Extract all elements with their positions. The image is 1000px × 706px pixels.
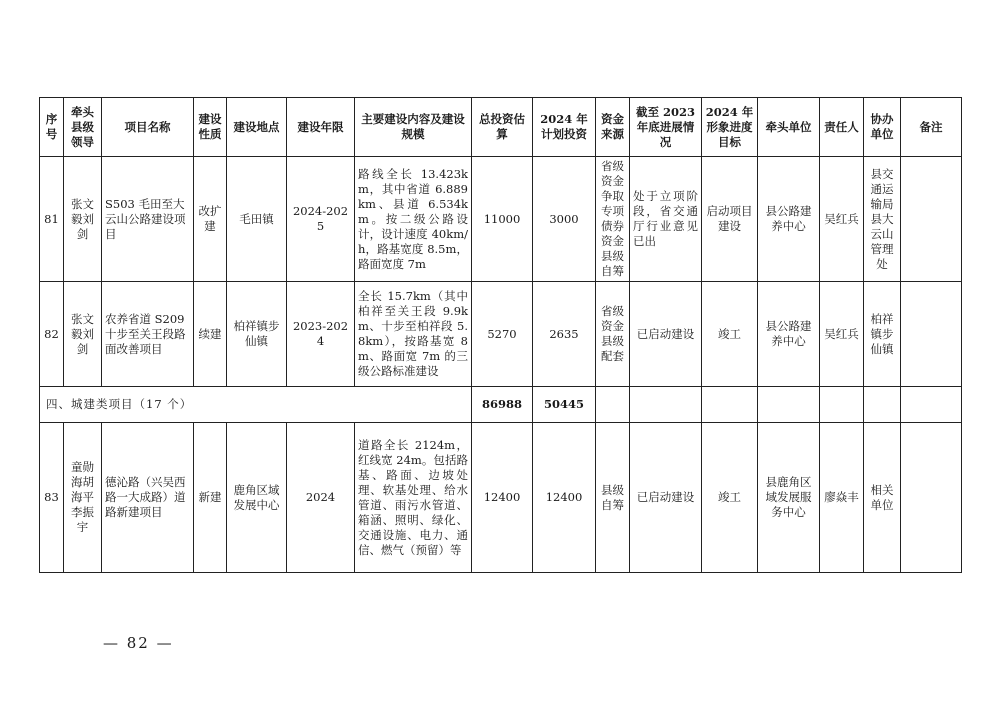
cell-content: 全长 15.7km（其中柏祥至关王段 9.9km、十步至柏祥段 5.8km），按路基宽 8m、路面宽 7m 的三级公路标准建设 [355, 282, 472, 387]
header-row [40, 98, 962, 157]
cell-fund: 县级自筹 [596, 423, 630, 573]
cell-leader: 童勋海胡海平李振宇 [64, 423, 102, 573]
cell-plan: 2635 [533, 282, 596, 387]
header-leader: 牵头县级领导 [64, 98, 102, 157]
cell-content: 路线全长 13.423km，其中省道 6.889km、县道 6.534km。按二级公路设计，设计速度 40km/h，路基宽度 8.5m，路面宽度 7m [355, 157, 472, 282]
cell-period: 2023-2024 [287, 282, 355, 387]
cell-progress: 已启动建设 [630, 282, 702, 387]
cell-location: 柏祥镇步仙镇 [227, 282, 287, 387]
cell-remark [901, 157, 962, 282]
cell-seq: 82 [40, 282, 64, 387]
cell-lead-unit: 县公路建养中心 [758, 282, 820, 387]
table-row [40, 282, 962, 387]
cell-target: 启动项目建设 [702, 157, 758, 282]
cell-person: 廖焱丰 [820, 423, 864, 573]
header-name: 项目名称 [102, 98, 194, 157]
section-title: 四、城建类项目（17 个） [40, 387, 472, 423]
cell-leader: 张文毅刘 剑 [64, 282, 102, 387]
cell-progress: 已启动建设 [630, 423, 702, 573]
cell-person: 吴红兵 [820, 282, 864, 387]
header-nature: 建设性质 [194, 98, 227, 157]
cell-name: S503 毛田至大云山公路建设项目 [102, 157, 194, 282]
header-assist: 协办单位 [864, 98, 901, 157]
cell-lead-unit: 县公路建养中心 [758, 157, 820, 282]
project-table [39, 97, 962, 573]
header-seq: 序号 [40, 98, 64, 157]
cell-assist: 相关单位 [864, 423, 901, 573]
header-plan: 2024 年计划投资 [533, 98, 596, 157]
cell-progress: 处于立项阶段，省交通厅行业意见已出 [630, 157, 702, 282]
cell-seq: 81 [40, 157, 64, 282]
section-plan: 50445 [533, 387, 596, 423]
cell-total: 11000 [472, 157, 533, 282]
cell-assist: 柏祥镇步仙镇 [864, 282, 901, 387]
cell-nature: 改扩建 [194, 157, 227, 282]
cell-total: 5270 [472, 282, 533, 387]
section-row [40, 387, 962, 423]
cell-leader: 张文毅刘 剑 [64, 157, 102, 282]
header-target: 2024 年形象进度目标 [702, 98, 758, 157]
page-number: — 82 — [103, 634, 174, 652]
table-row [40, 157, 962, 282]
header-person: 责任人 [820, 98, 864, 157]
cell-fund: 省级资金县级配套 [596, 282, 630, 387]
header-location: 建设地点 [227, 98, 287, 157]
cell-name: 德沁路（兴吴西路一大成路）道路新建项目 [102, 423, 194, 573]
cell-remark [901, 282, 962, 387]
cell-assist: 县交通运输局县大云山管理处 [864, 157, 901, 282]
section-total: 86988 [472, 387, 533, 423]
cell-plan: 12400 [533, 423, 596, 573]
header-remark: 备注 [901, 98, 962, 157]
header-lead-unit: 牵头单位 [758, 98, 820, 157]
cell-total: 12400 [472, 423, 533, 573]
cell-content: 道路全长 2124m，红线宽 24m。包括路基、路面、边坡处理、软基处理、给水管道、雨污水管道、箱涵、照明、绿化、交通设施、电力、通信、燃气（预留）等 [355, 423, 472, 573]
table-row [40, 423, 962, 573]
cell-name: 农养省道 S209 十步至关王段路面改善项目 [102, 282, 194, 387]
cell-plan: 3000 [533, 157, 596, 282]
cell-location: 鹿角区域发展中心 [227, 423, 287, 573]
cell-location: 毛田镇 [227, 157, 287, 282]
cell-seq: 83 [40, 423, 64, 573]
cell-target: 竣工 [702, 282, 758, 387]
header-content: 主要建设内容及建设规模 [355, 98, 472, 157]
header-progress: 截至 2023 年底进展情况 [630, 98, 702, 157]
cell-fund: 省级资金争取专项债券资金县级自筹 [596, 157, 630, 282]
header-fund: 资金来源 [596, 98, 630, 157]
cell-period: 2024-2025 [287, 157, 355, 282]
header-period: 建设年限 [287, 98, 355, 157]
cell-nature: 续建 [194, 282, 227, 387]
cell-person: 吴红兵 [820, 157, 864, 282]
cell-target: 竣工 [702, 423, 758, 573]
cell-remark [901, 423, 962, 573]
cell-nature: 新建 [194, 423, 227, 573]
header-total: 总投资估算 [472, 98, 533, 157]
cell-period: 2024 [287, 423, 355, 573]
cell-lead-unit: 县鹿角区域发展服务中心 [758, 423, 820, 573]
